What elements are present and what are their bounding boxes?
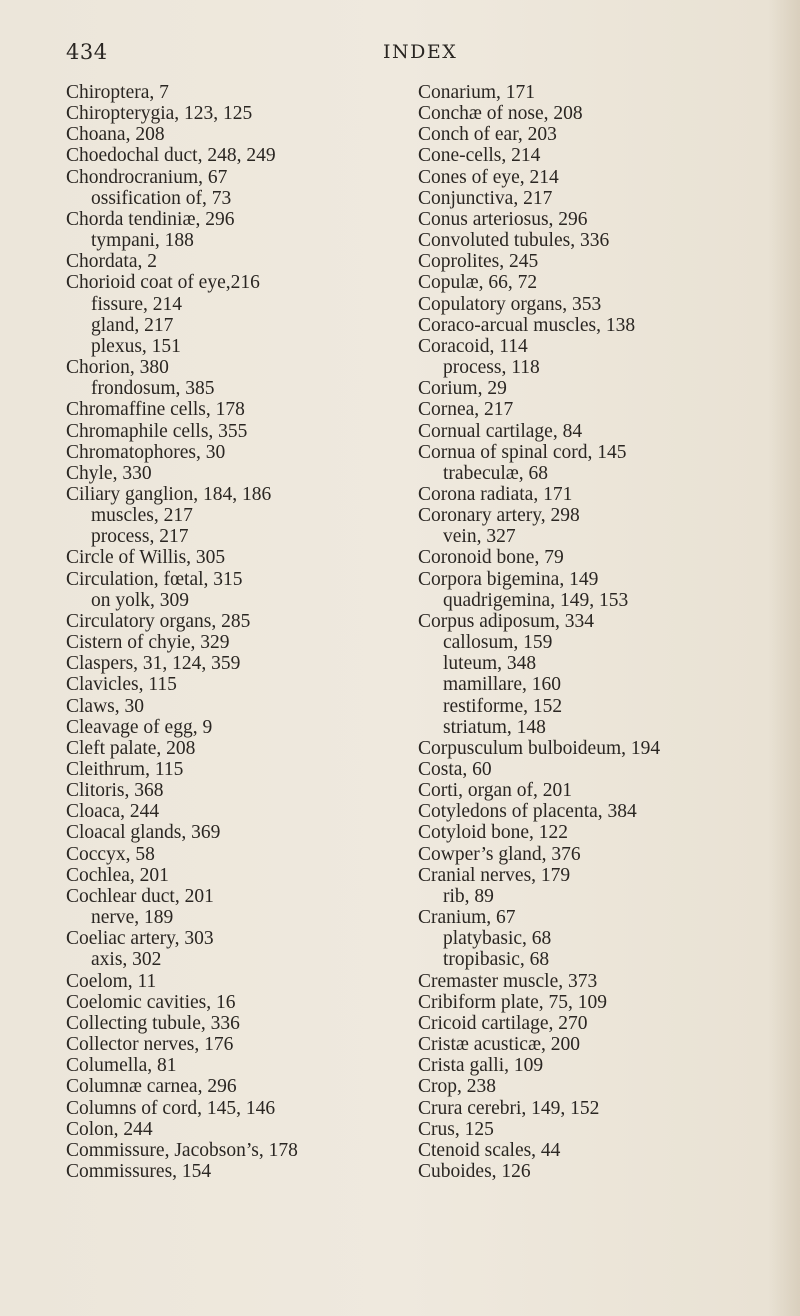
page-header — [0, 40, 800, 70]
index-entry: Cleavage of egg, 9 — [66, 716, 213, 738]
index-column-left — [66, 82, 396, 1182]
index-entry: Chordata, 2 — [66, 251, 157, 273]
index-entry: Columns of cord, 145, 146 — [66, 1097, 276, 1119]
index-subentry: trabeculæ, 68 — [443, 462, 549, 484]
index-entry: Cranium, 67 — [418, 907, 516, 929]
index-entry: Columella, 81 — [66, 1055, 177, 1077]
index-entry: Cotyloid bone, 122 — [418, 822, 569, 844]
index-entry: Chorda tendiniæ, 296 — [66, 208, 235, 230]
index-entry: Columnæ carnea, 296 — [66, 1076, 237, 1098]
index-entry: Cochlea, 201 — [66, 864, 169, 886]
index-subentry: process, 118 — [443, 357, 540, 379]
index-entry: Clitoris, 368 — [66, 780, 164, 802]
index-subentry: rib, 89 — [443, 885, 494, 907]
index-entry: Coccyx, 58 — [66, 843, 155, 865]
index-entry: Cistern of chyie, 329 — [66, 632, 230, 654]
index-subentry: nerve, 189 — [91, 907, 174, 929]
index-entry: Collecting tubule, 336 — [66, 1012, 240, 1034]
index-entry: Cleithrum, 115 — [66, 759, 184, 780]
index-entry: Claspers, 31, 124, 359 — [66, 653, 241, 675]
index-entry: Crista galli, 109 — [418, 1055, 544, 1077]
index-subentry: luteum, 348 — [443, 653, 537, 675]
index-subentry: axis, 302 — [91, 949, 162, 971]
index-entry: Corti, organ of, 201 — [418, 780, 573, 802]
index-entry: Ctenoid scales, 44 — [418, 1139, 561, 1161]
index-entry: Collector nerves, 176 — [66, 1034, 234, 1056]
index-entry: Conch of ear, 203 — [418, 124, 557, 146]
index-entry: Cloacal glands, 369 — [66, 822, 221, 844]
index-entry: Cochlear duct, 201 — [66, 885, 214, 907]
page-number: 434 — [66, 40, 108, 64]
index-entry: Coelom, 11 — [66, 970, 157, 992]
index-entry: Commissure, Jacobson’s, 178 — [66, 1139, 298, 1161]
index-entry: Conchæ of nose, 208 — [418, 103, 583, 125]
index-subentry: vein, 327 — [443, 526, 516, 548]
index-entry: Cloaca, 244 — [66, 801, 160, 823]
index-entry: Ciliary ganglion, 184, 186 — [66, 483, 272, 505]
index-entry: Cornual cartilage, 84 — [418, 420, 583, 442]
index-entry: Colon, 244 — [66, 1118, 153, 1140]
index-subentry: restiforme, 152 — [443, 695, 563, 717]
index-entry: Crus, 125 — [418, 1118, 494, 1140]
index-entry: Cornea, 217 — [418, 399, 514, 421]
index-entry: Chorioid coat of eye,216 — [66, 272, 260, 294]
index-entry: Clavicles, 115 — [66, 674, 177, 696]
index-entry: Cranial nerves, 179 — [418, 864, 571, 886]
index-entry: Cotyledons of placenta, 384 — [418, 801, 637, 823]
index-entry: Chyle, 330 — [66, 462, 152, 484]
index-subentry: muscles, 217 — [91, 505, 193, 527]
index-entry: Convoluted tubules, 336 — [418, 230, 610, 252]
index-entry: Cricoid cartilage, 270 — [418, 1012, 588, 1034]
index-subentry: striatum, 148 — [443, 716, 546, 738]
index-entry: Cribiform plate, 75, 109 — [418, 991, 608, 1013]
index-subentry: on yolk, 309 — [91, 589, 190, 611]
index-entry: Cones of eye, 214 — [418, 166, 559, 188]
index-subentry: quadrigemina, 149, 153 — [443, 589, 629, 611]
index-entry: Choedochal duct, 248, 249 — [66, 145, 276, 167]
index-entry: Claws, 30 — [66, 695, 144, 717]
index-entry: Chondrocranium, 67 — [66, 166, 228, 188]
index-entry: Crura cerebri, 149, 152 — [418, 1097, 600, 1119]
index-entry: Coelomic cavities, 16 — [66, 991, 236, 1013]
index-entry: Circulation, fœtal, 315 — [66, 568, 243, 590]
index-entry: Circulatory organs, 285 — [66, 610, 251, 632]
index-entry: Cowper’s gland, 376 — [418, 843, 581, 865]
index-subentry: process, 217 — [91, 526, 189, 548]
index-entry: Corpusculum bulboideum, 194 — [418, 737, 661, 759]
index-entry: Conarium, 171 — [418, 82, 535, 103]
index-subentry: ossification of, 73 — [91, 187, 232, 209]
index-entry: Coprolites, 245 — [418, 251, 539, 273]
index-subentry: fissure, 214 — [91, 293, 182, 315]
index-subentry: platybasic, 68 — [443, 928, 552, 950]
index-entry: Chorion, 380 — [66, 357, 169, 379]
index-subentry: frondosum, 385 — [91, 378, 215, 400]
index-subentry: tympani, 188 — [91, 230, 194, 252]
index-entry: Chromatophores, 30 — [66, 441, 226, 463]
running-head-title: INDEX — [383, 41, 458, 63]
index-entry: Chromaffine cells, 178 — [66, 399, 245, 421]
index-entry: Coracoid, 114 — [418, 335, 528, 357]
index-entry: Commissures, 154 — [66, 1160, 212, 1182]
index-entry: Copulatory organs, 353 — [418, 293, 602, 315]
index-entry: Cornua of spinal cord, 145 — [418, 441, 627, 463]
index-entry: Chiroptera, 7 — [66, 82, 169, 103]
index-entry: Coronary artery, 298 — [418, 505, 580, 527]
index-entry: Coraco-arcual muscles, 138 — [418, 314, 636, 336]
index-entry: Corium, 29 — [418, 378, 507, 400]
index-entry: Conus arteriosus, 296 — [418, 208, 588, 230]
index-entry: Corona radiata, 171 — [418, 483, 573, 505]
index-entry: Chiropterygia, 123, 125 — [66, 103, 253, 125]
index-entry: Crop, 238 — [418, 1076, 496, 1098]
index-subentry: mamillare, 160 — [443, 674, 562, 696]
index-entry: Conjunctiva, 217 — [418, 187, 553, 209]
index-subentry: plexus, 151 — [91, 335, 181, 357]
index-entry: Cuboides, 126 — [418, 1160, 531, 1182]
index-entry: Coeliac artery, 303 — [66, 928, 214, 950]
index-entry: Cristæ acusticæ, 200 — [418, 1034, 580, 1056]
index-column-right — [418, 82, 748, 1182]
index-entry: Circle of Willis, 305 — [66, 547, 226, 569]
index-entry: Copulæ, 66, 72 — [418, 272, 538, 294]
index-entry: Coronoid bone, 79 — [418, 547, 564, 569]
index-entry: Costa, 60 — [418, 759, 492, 780]
index-entry: Corpus adiposum, 334 — [418, 610, 595, 632]
index-subentry: gland, 217 — [91, 314, 174, 336]
index-entry: Corpora bigemina, 149 — [418, 568, 599, 590]
index-entry: Chromaphile cells, 355 — [66, 420, 248, 442]
index-entry: Cleft palate, 208 — [66, 737, 196, 759]
index-subentry: callosum, 159 — [443, 632, 553, 654]
index-entry: Cremaster muscle, 373 — [418, 970, 598, 992]
index-entry: Choana, 208 — [66, 124, 165, 146]
index-entry: Cone-cells, 214 — [418, 145, 541, 167]
index-subentry: tropibasic, 68 — [443, 949, 550, 971]
